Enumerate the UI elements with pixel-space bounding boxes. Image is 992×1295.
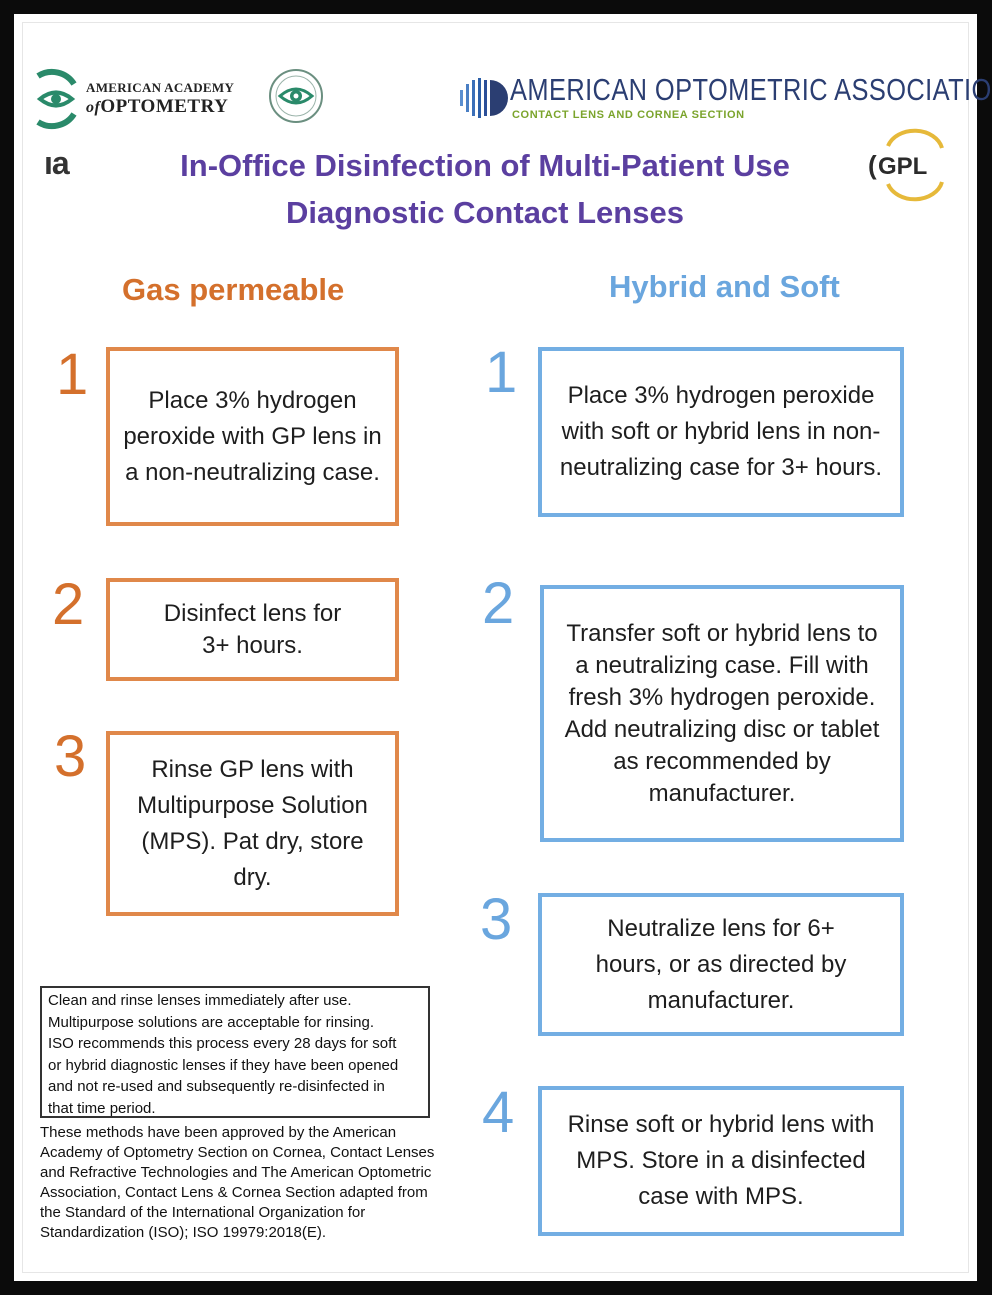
svg-text:(: ( — [868, 150, 877, 180]
gp-step-2-box — [106, 578, 399, 681]
aao-logo-text — [86, 80, 234, 118]
aoa-title: AMERICAN OPTOMETRIC ASSOCIATIO — [510, 72, 992, 107]
gpli-text: GPL — [878, 153, 928, 180]
soft-step-3-number: 3 — [480, 887, 513, 952]
aao-optometry: OPTOMETRY — [100, 96, 229, 117]
section-seal-icon — [268, 68, 324, 124]
approval-credit: These methods have been approved by the American Academy of Optometry Section on Cornea, Contact Lenses and Refractive Technologies and The American Optometric Association, Contact Lens & Cornea Section adapted from the Standard of the International Organization for Standardization (ISO); ISO 19979:2018(E). — [40, 1124, 435, 1241]
soft-step-2-box — [540, 585, 904, 842]
gp-step-3-number: 3 — [54, 724, 87, 789]
nla-logo: ıa — [44, 145, 69, 181]
soft-step-4-box — [538, 1086, 904, 1236]
aoa-logo-icon — [460, 76, 506, 120]
aao-name-line1: AMERICAN ACADEMY — [86, 80, 235, 95]
gp-step-3-text: Rinse GP lens with Multipurpose Solution (MPS). Pat dry, store dry. — [137, 755, 368, 891]
aao-of: of — [86, 99, 101, 116]
soft-step-1-text: Place 3% hydrogen peroxide with soft or hybrid lens in non-neutralizing case for 3+ hours. — [559, 382, 883, 481]
poster-title-line2: Diagnostic Contact Lenses — [286, 195, 684, 230]
aao-name-line2 — [86, 96, 234, 118]
poster-title-line1: In-Office Disinfection of Multi-Patient Use — [180, 148, 790, 183]
poster-page — [40, 50, 992, 1243]
soft-step-3-text: Neutralize lens for 6+ hours, or as directed by manufacturer. — [595, 914, 847, 1014]
aoa-subtitle: CONTACT LENS AND CORNEA SECTION — [512, 109, 745, 121]
gp-step-1-text: Place 3% hydrogen peroxide with GP lens in a non-neutralizing case. — [123, 386, 382, 486]
gas-permeable-heading: Gas permeable — [122, 272, 345, 307]
soft-step-3-box — [538, 893, 904, 1036]
notes-box: Clean and rinse lenses immediately after use. Multipurpose solutions are acceptable for rinsing. ISO recommends this process every 28 days for soft or hybrid diagnostic lenses if they have been opened and not re-used and subsequently re-disinfected in that time period. — [40, 986, 430, 1118]
gp-step-2-number: 2 — [52, 572, 85, 637]
soft-step-2-text: Transfer soft or hybrid lens to a neutralizing case. Fill with fresh 3% hydrogen peroxide. Add neutralizing disc or tablet as recommended by manufacturer. — [564, 619, 880, 807]
soft-step-2-number: 2 — [482, 571, 515, 636]
hybrid-soft-heading: Hybrid and Soft — [609, 269, 840, 304]
gp-step-3-box — [106, 731, 399, 916]
soft-step-1-number: 1 — [485, 340, 518, 405]
soft-step-4-text: Rinse soft or hybrid lens with MPS. Store in a disinfected case with MPS. — [567, 1111, 875, 1210]
soft-step-1-box — [538, 347, 904, 517]
gp-step-1-box — [106, 347, 399, 526]
soft-step-4-number: 4 — [482, 1080, 515, 1145]
gp-step-2-text: Disinfect lens for 3+ hours. — [163, 599, 342, 659]
aao-emblem-icon — [34, 70, 78, 128]
gp-step-1-number: 1 — [56, 342, 89, 407]
